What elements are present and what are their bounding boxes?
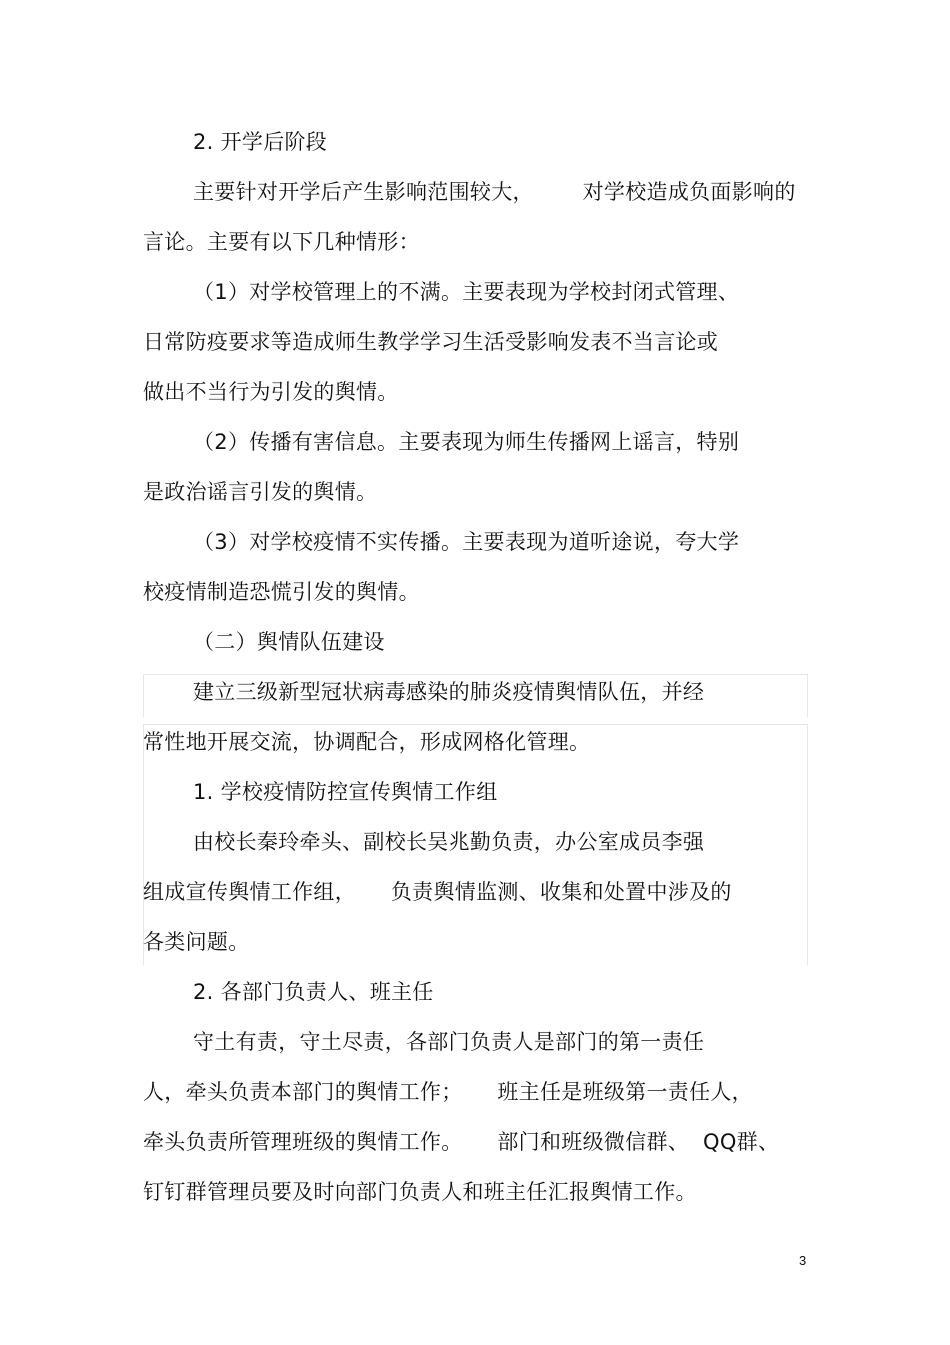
item-3-line: 校疫情制造恐慌引发的舆情。 <box>143 580 420 604</box>
heading-after-school-start: 2. 开学后阶段 <box>193 130 328 154</box>
item-1-line: 日常防疫要求等造成师生教学学习生活受影响发表不当言论或 <box>143 330 719 354</box>
item-2-line: （2）传播有害信息。主要表现为师生传播网上谣言，特别 <box>193 430 740 454</box>
paragraph-line: 常性地开展交流，协调配合，形成网格化管理。 <box>143 730 591 754</box>
item-2-line: 是政治谣言引发的舆情。 <box>143 480 378 504</box>
paragraph-line: 言论。主要有以下几种情形： <box>143 230 420 254</box>
paragraph-line: 守土有责，守土尽责，各部门负责人是部门的第一责任 <box>193 1030 705 1054</box>
item-3-line: （3）对学校疫情不实传播。主要表现为道听途说，夸大学 <box>193 530 740 554</box>
heading-department-heads: 2. 各部门负责人、班主任 <box>193 980 434 1004</box>
paragraph-line: 建立三级新型冠状病毒感染的肺炎疫情舆情队伍，并经 <box>193 680 705 704</box>
heading-school-work-group: 1. 学校疫情防控宣传舆情工作组 <box>193 780 498 804</box>
paragraph-line: 各类问题。 <box>143 930 250 954</box>
item-1-line: 做出不当行为引发的舆情。 <box>143 380 399 404</box>
section-heading-team-building: （二）舆情队伍建设 <box>193 630 385 654</box>
item-1-line: （1）对学校管理上的不满。主要表现为学校封闭式管理、 <box>193 280 740 304</box>
paragraph-line: 主要针对开学后产生影响范围较大， 对学校造成负面影响的 <box>193 180 796 204</box>
paragraph-line: 牵头负责所管理班级的舆情工作。 部门和班级微信群、 QQ群、 <box>143 1130 780 1154</box>
paragraph-line: 由校长秦玲牵头、副校长吴兆勤负责，办公室成员李强 <box>193 830 705 854</box>
page-number: 3 <box>799 1253 807 1268</box>
paragraph-line: 组成宣传舆情工作组， 负责舆情监测、收集和处置中涉及的 <box>143 880 732 904</box>
paragraph-line: 钉钉群管理员要及时向部门负责人和班主任汇报舆情工作。 <box>143 1180 697 1204</box>
paragraph-line: 人，牵头负责本部门的舆情工作； 班主任是班级第一责任人， <box>143 1080 753 1104</box>
